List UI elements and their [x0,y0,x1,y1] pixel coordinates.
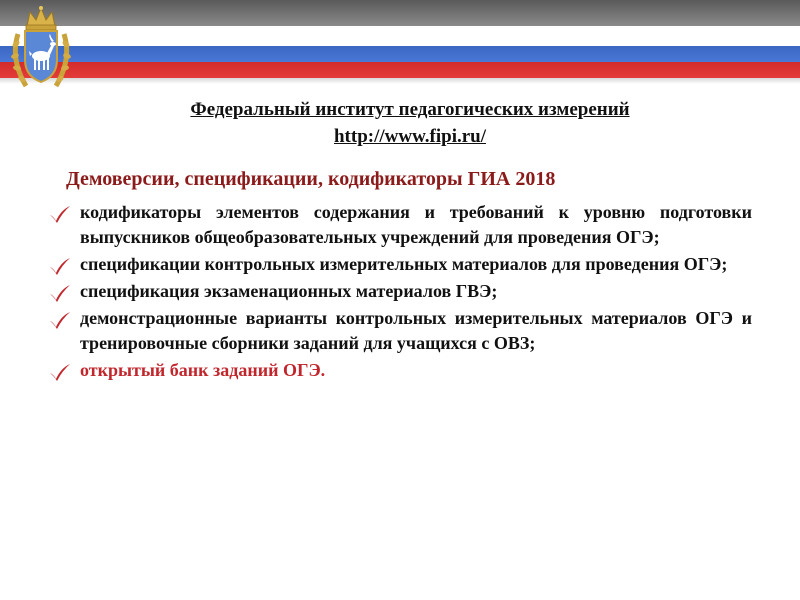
list-item-text: спецификация экзаменационных материалов ГВЭ; [80,281,498,301]
coat-of-arms-icon [8,4,74,94]
fipi-link[interactable]: http://www.fipi.ru/ [333,126,487,147]
header-shadow [0,78,800,84]
flag-stripe-red [0,62,800,78]
list-item-text: открытый банк заданий ОГЭ. [80,360,326,380]
checkmark-icon [48,256,72,276]
list-item [48,252,752,277]
checkmark-icon [48,362,72,382]
list-item [48,279,752,304]
checkmark-icon [48,310,72,330]
checkmark-icon [48,204,72,224]
list-item [48,306,752,356]
list-item-text: кодификаторы элементов содержания и требований к уровню подготовки выпускников общеобразовательных учреждений для проведения ОГЭ; [80,202,752,247]
section-subtitle: Демоверсии, спецификации, кодификаторы ГИА 2018 [66,168,556,190]
header-banner [0,0,800,88]
checkmark-icon [48,283,72,303]
flag-stripe-blue [0,46,800,62]
list-item [48,200,752,250]
materials-list [48,200,752,385]
list-item [48,358,752,383]
list-item-text: спецификации контрольных измерительных материалов для проведения ОГЭ; [80,254,728,274]
institute-title: Федеральный институт педагогических измерений [190,99,630,120]
title-block [60,96,760,150]
list-item-text: демонстрационные варианты контрольных измерительных материалов ОГЭ и тренировочные сборники заданий для учащихся с ОВЗ; [80,308,752,353]
header-gray-band [0,0,800,26]
flag-stripe-white [0,26,800,46]
